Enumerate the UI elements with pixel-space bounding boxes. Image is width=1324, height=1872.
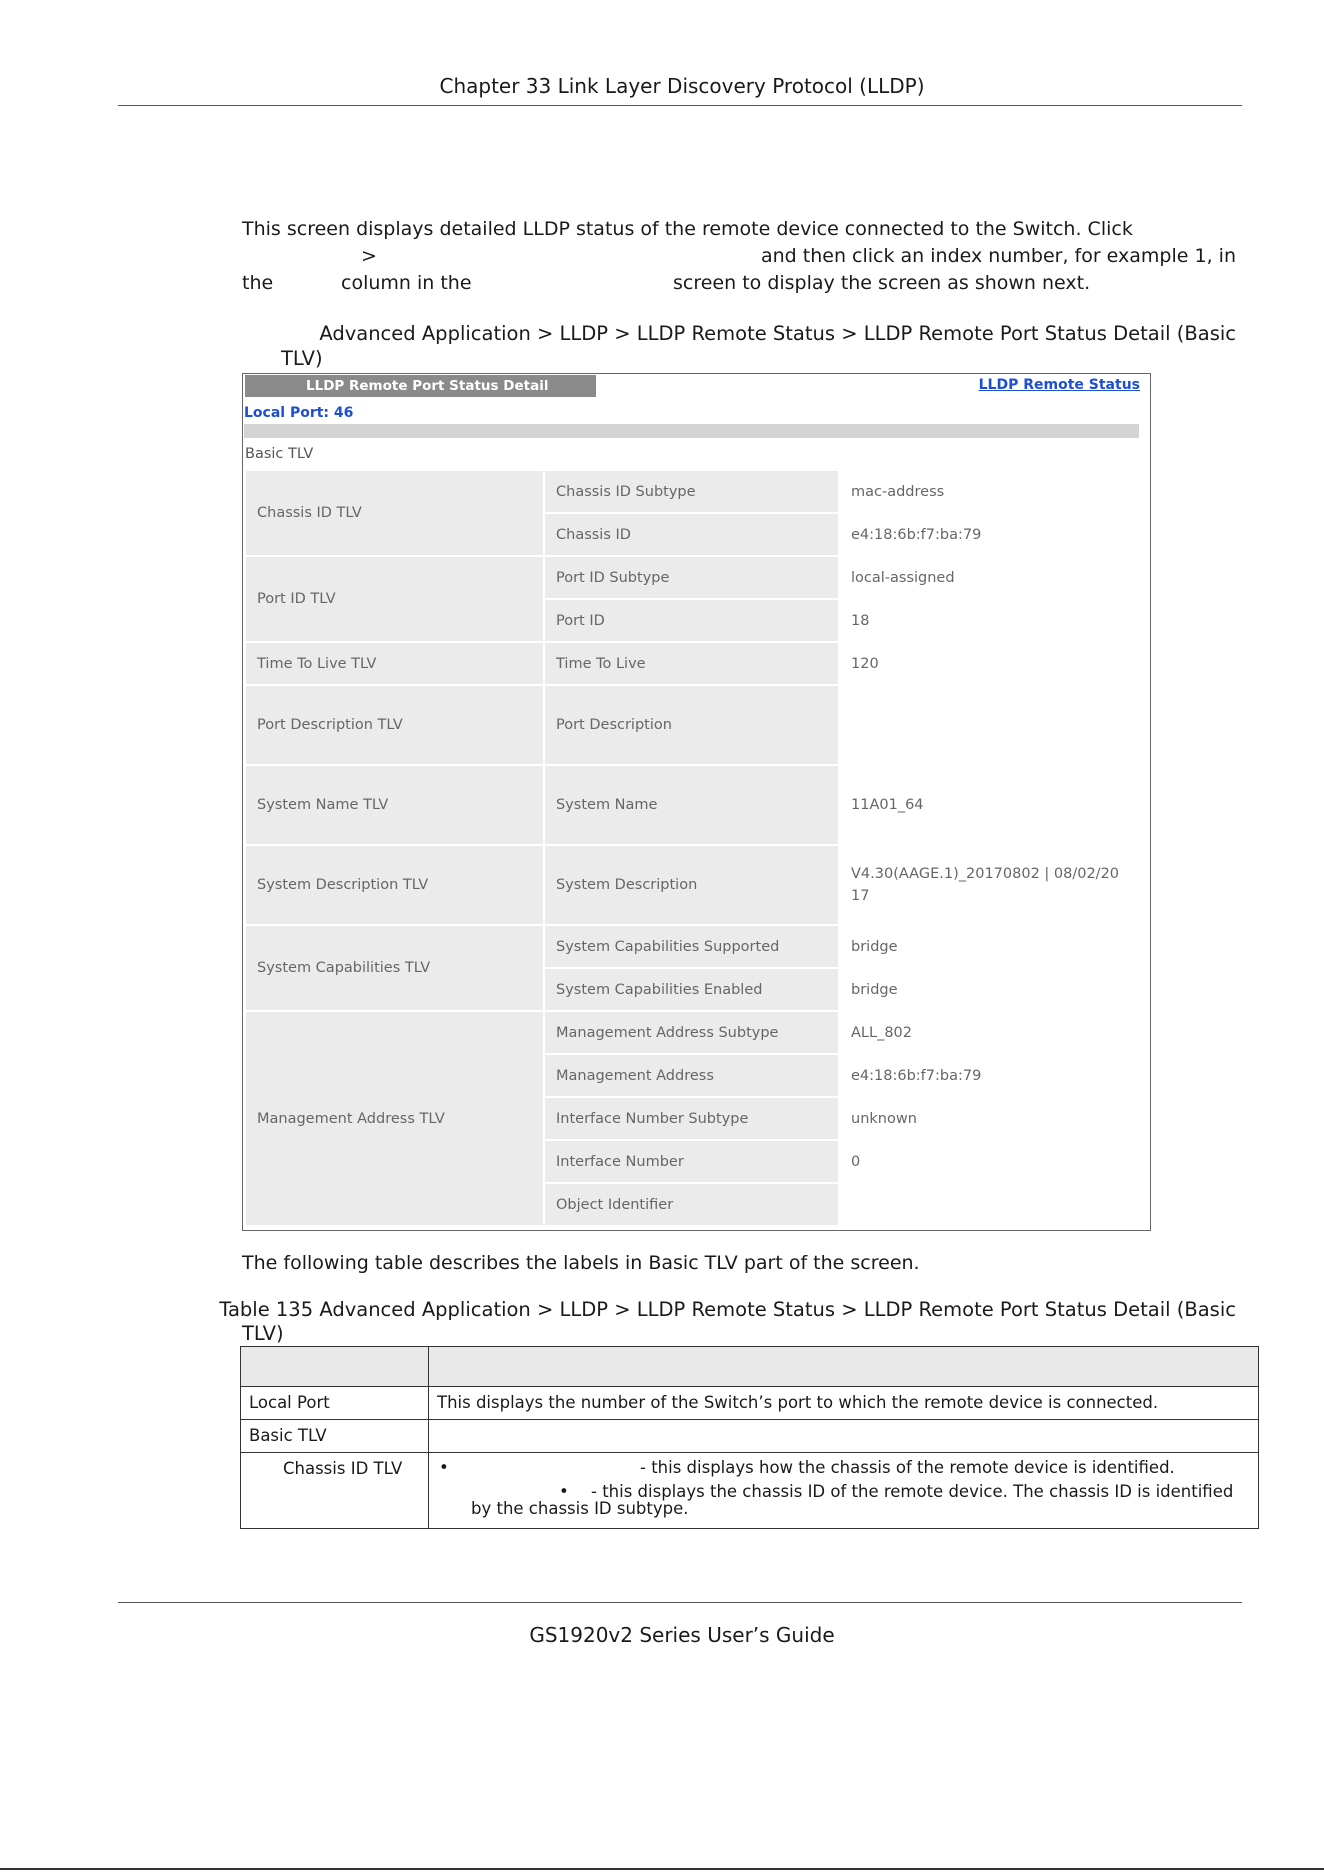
tlv-field-label: System Description bbox=[545, 846, 838, 924]
tlv-field-value: 11A01_64 bbox=[840, 766, 1138, 844]
page-bottom-edge bbox=[0, 1868, 1324, 1870]
row-label: Chassis ID TLV bbox=[241, 1453, 429, 1529]
tlv-group-name: Port ID TLV bbox=[246, 557, 543, 641]
figure-caption-line-2: TLV) bbox=[281, 347, 323, 370]
basic-tlv-table bbox=[244, 469, 1140, 1227]
table-row bbox=[241, 1420, 1259, 1453]
tlv-group-name: System Description TLV bbox=[246, 846, 543, 924]
table-caption-line-1: Table 135 Advanced Application > LLDP > LLDP Remote Status > LLDP Remote Port Status Detail (Basic bbox=[219, 1298, 1236, 1321]
tlv-field-label: Chassis ID Subtype bbox=[545, 471, 838, 512]
table-caption-line-2: TLV) bbox=[242, 1322, 284, 1345]
intro-line-2-rest: and then click an index number, for example 1, in bbox=[761, 245, 1236, 267]
bullet-item: • - this displays the chassis ID of the remote device. The chassis ID is identified by the chassis ID subtype. bbox=[437, 1483, 1250, 1517]
tlv-field-value: ALL_802 bbox=[840, 1012, 1138, 1053]
intro-line-3-rest: screen to display the screen as shown next. bbox=[673, 272, 1091, 294]
tlv-group-name: Chassis ID TLV bbox=[246, 471, 543, 555]
tlv-field-value: e4:18:6b:f7:ba:79 bbox=[840, 514, 1138, 555]
tlv-field-value: e4:18:6b:f7:ba:79 bbox=[840, 1055, 1138, 1096]
bullet-list bbox=[437, 1459, 1250, 1517]
row-description bbox=[429, 1453, 1259, 1529]
tlv-field-value: bridge bbox=[840, 969, 1138, 1010]
tlv-field-label: Time To Live bbox=[545, 643, 838, 684]
tlv-field-value: 18 bbox=[840, 600, 1138, 641]
tlv-field-value: unknown bbox=[840, 1098, 1138, 1139]
tlv-field-value: local-assigned bbox=[840, 557, 1138, 598]
tlv-group-name: System Name TLV bbox=[246, 766, 543, 844]
tlv-field-value: bridge bbox=[840, 926, 1138, 967]
tlv-field-label: Object Identifier bbox=[545, 1184, 838, 1225]
tlv-field-label: Interface Number bbox=[545, 1141, 838, 1182]
tlv-field-value: mac-address bbox=[840, 471, 1138, 512]
chapter-header: Chapter 33 Link Layer Discovery Protocol (LLDP) bbox=[439, 74, 925, 98]
row-description: This displays the number of the Switch’s port to which the remote device is connected. bbox=[429, 1387, 1259, 1420]
tlv-field-label: Chassis ID bbox=[545, 514, 838, 555]
label-description-table bbox=[240, 1346, 1259, 1529]
bullet-item: • - this displays how the chassis of the remote device is identified. bbox=[437, 1459, 1250, 1476]
tlv-field-label: Management Address bbox=[545, 1055, 838, 1096]
intro-line-3-column: column in the bbox=[341, 272, 472, 294]
row-label: Basic TLV bbox=[241, 1420, 429, 1453]
tlv-field-value: 0 bbox=[840, 1141, 1138, 1182]
tlv-field-label: System Name bbox=[545, 766, 838, 844]
table-header-row bbox=[241, 1347, 1259, 1387]
tlv-group-name: System Capabilities TLV bbox=[246, 926, 543, 1010]
tlv-field-label: Management Address Subtype bbox=[545, 1012, 838, 1053]
header-rule bbox=[118, 105, 1242, 106]
footer-rule bbox=[118, 1602, 1242, 1603]
lldp-remote-status-link[interactable]: LLDP Remote Status bbox=[978, 377, 1140, 393]
tlv-field-value: V4.30(AAGE.1)_20170802 | 08/02/20 17 bbox=[840, 846, 1138, 924]
tlv-group-name: Management Address TLV bbox=[246, 1012, 543, 1225]
tlv-field-label: Interface Number Subtype bbox=[545, 1098, 838, 1139]
tlv-group-name: Port Description TLV bbox=[246, 686, 543, 764]
row-label: Local Port bbox=[241, 1387, 429, 1420]
intro-line-2-gt: > bbox=[361, 245, 377, 267]
section-divider-bar bbox=[244, 424, 1139, 438]
tlv-field-value bbox=[840, 686, 1138, 764]
screen-tab-title: LLDP Remote Port Status Detail bbox=[306, 378, 549, 394]
tlv-field-label: System Capabilities Supported bbox=[545, 926, 838, 967]
row-description bbox=[429, 1420, 1259, 1453]
intro-line-1: This screen displays detailed LLDP status of the remote device connected to the Switch. Click bbox=[242, 218, 1133, 240]
intro-line-3-the: the bbox=[242, 272, 274, 294]
footer-title: GS1920v2 Series User’s Guide bbox=[529, 1623, 835, 1647]
tlv-field-label: Port Description bbox=[545, 686, 838, 764]
tlv-group-name: Time To Live TLV bbox=[246, 643, 543, 684]
header-description-cell bbox=[429, 1347, 1259, 1387]
table-row bbox=[241, 1453, 1259, 1529]
tlv-field-value bbox=[840, 1184, 1138, 1225]
basic-tlv-heading: Basic TLV bbox=[245, 446, 314, 462]
tlv-field-value: 120 bbox=[840, 643, 1138, 684]
tlv-field-label: Port ID Subtype bbox=[545, 557, 838, 598]
local-port-label: Local Port: 46 bbox=[244, 405, 354, 421]
tlv-field-label: Port ID bbox=[545, 600, 838, 641]
screen-tab bbox=[245, 375, 596, 397]
table-intro-text: The following table describes the labels in Basic TLV part of the screen. bbox=[242, 1252, 920, 1274]
table-row bbox=[241, 1387, 1259, 1420]
header-label-cell bbox=[241, 1347, 429, 1387]
figure-caption-line-1: Advanced Application > LLDP > LLDP Remote Status > LLDP Remote Port Status Detail (Basic bbox=[319, 322, 1236, 345]
tlv-field-label: System Capabilities Enabled bbox=[545, 969, 838, 1010]
